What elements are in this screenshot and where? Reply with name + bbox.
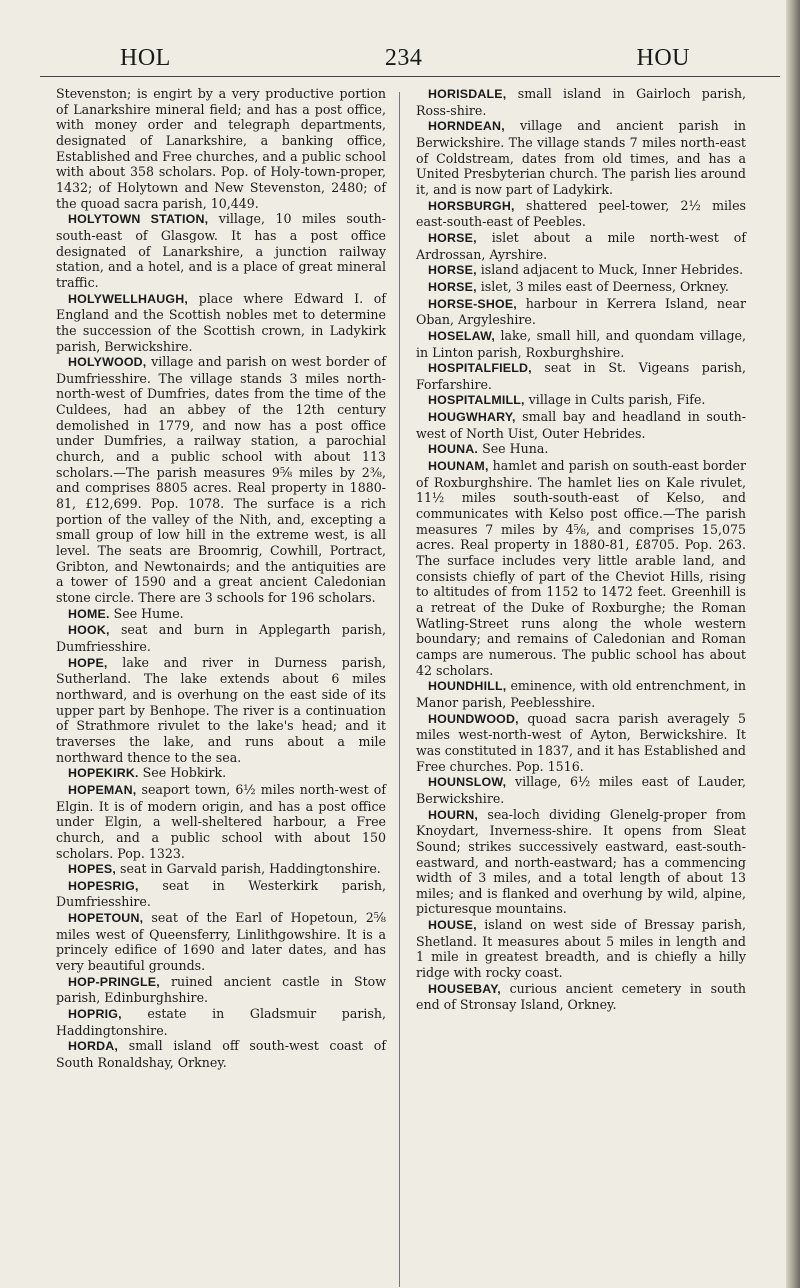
gazetteer-entry (416, 230, 746, 262)
gazetteer-entry (416, 458, 746, 678)
entry-headword: HORSE, (428, 263, 477, 278)
gazetteer-entry (56, 1006, 386, 1038)
page-number: 234 (384, 44, 423, 71)
entry-text: village, 10 miles south-south-east of Glasgow. It has a post office designated of Lanarkshire, a junction railway station, and a hotel, and is a place of great mineral traffic. (56, 211, 386, 290)
entry-headword: HOURN, (428, 807, 479, 822)
gazetteer-entry (56, 765, 386, 782)
entry-headword: HOPRIG, (68, 1007, 122, 1022)
gazetteer-entry (416, 981, 746, 1013)
entry-headword: HORNDEAN, (428, 119, 505, 134)
entry-text: lake and river in Durness parish, Sutherland. The lake extends about 6 miles northward, and is overhung on the east side of its upper part by Benhope. The river is a continuation of Strathmore rivulet to the lake's head; and it traverses the lake, and runs about a mile northward thence to the sea. (56, 654, 386, 765)
entry-text: seaport town, 6½ miles north-west of Elgin. It is of modern origin, and has a post office under Elgin, a well-sheltered harbour, a Free church, and a public school with about 150 scholars. Pop. 1323. (56, 781, 386, 861)
entry-headword: HORDA, (68, 1039, 119, 1054)
gazetteer-entry (416, 198, 746, 230)
gazetteer-entry (56, 655, 386, 766)
entry-headword: HOUSEBAY, (428, 981, 501, 996)
entry-headword: HOPETOUN, (68, 911, 144, 926)
entry-text: ruined ancient castle in Stow parish, Edinburghshire. (56, 973, 386, 1006)
entry-headword: HOLYWELLHAUGH, (68, 291, 189, 306)
entry-headword: HOSPITALMILL, (428, 393, 525, 408)
gazetteer-entry (416, 807, 746, 918)
entry-text: islet, 3 miles east of Deerness, Orkney. (476, 278, 729, 294)
running-header (120, 38, 690, 78)
entry-text: seat in Garvald parish, Haddingtonshire. (116, 861, 381, 877)
entry-headword: HOPE, (68, 655, 108, 670)
entry-headword: HOPEKIRK. (68, 766, 139, 781)
gazetteer-entry (56, 211, 386, 290)
gazetteer-entry (416, 279, 746, 296)
entry-headword: HOUSE, (428, 918, 477, 933)
entry-text: curious ancient cemetery in south end of Stronsay Island, Orkney. (416, 980, 746, 1013)
gazetteer-entry (56, 878, 386, 910)
entry-text: seat in Westerkirk parish, Dumfriesshire. (56, 877, 386, 910)
entry-text: See Hobkirk. (138, 765, 227, 781)
entry-headword: HOSELAW, (428, 328, 496, 343)
gazetteer-entry (416, 360, 746, 392)
gazetteer-entry (56, 782, 386, 861)
gazetteer-entry (56, 974, 386, 1006)
entry-headword: HOLYWOOD, (68, 355, 147, 370)
right-guide-word: HOU (636, 44, 690, 71)
entry-headword: HORSE, (428, 230, 477, 245)
entry-headword: HOME. (68, 606, 110, 621)
entry-headword: HORSBURGH, (428, 198, 515, 213)
gazetteer-entry (416, 118, 746, 197)
entry-text: seat in St. Vigeans parish, Forfarshire. (416, 360, 746, 392)
entry-text: See Huna. (478, 441, 549, 457)
gazetteer-entry (416, 711, 746, 775)
entry-text: village, 6½ miles east of Lauder, Berwickshire. (416, 774, 746, 806)
gazetteer-entry (56, 910, 386, 974)
entry-text: seat of the Earl of Hopetoun, 2⅝ miles west of Queensferry, Linlithgowshire. It is a princely edifice of 1690 and later dates, and has very beautiful grounds. (56, 910, 386, 974)
entry-headword: HORSE-SHOE, (428, 296, 517, 311)
gazetteer-entry (416, 678, 746, 710)
entry-headword: HOUNAM, (428, 459, 489, 474)
gazetteer-entry (56, 622, 386, 654)
gazetteer-entry (416, 917, 746, 981)
entry-headword: HOPEMAN, (68, 782, 137, 797)
entry-headword: HORISDALE, (428, 87, 507, 101)
entry-text: Stevenston; is engirt by a very productive portion of Lanarkshire mineral field; and has a post office, with money order and telegraph departments, designated of Lanarkshire, a banking office, Established and Free churches, and a public school with about 358 scholars. Pop. of Holy-town-proper, 1432; of Holytown and New Stevenston, 2480; of the quoad sacra parish, 10,449. (56, 86, 386, 211)
gazetteer-entry (56, 291, 386, 355)
entry-text: island adjacent to Muck, Inner Hebrides. (476, 262, 744, 278)
gazetteer-entry (416, 392, 746, 409)
right-column (416, 86, 746, 1013)
gazetteer-entry (416, 86, 746, 118)
gazetteer-entry (56, 354, 386, 606)
entry-text: eminence, with old entrenchment, in Manor parish, Peeblesshire. (416, 678, 746, 710)
entry-text: place where Edward I. of England and the Scottish nobles met to determine the succession of the Scottish crown, in Ladykirk parish, Berwickshire. (56, 290, 386, 354)
entry-text: harbour in Kerrera Island, near Oban, Argyleshire. (416, 295, 746, 328)
entry-headword: HOSPITALFIELD, (428, 361, 532, 376)
entry-headword: HOUNSLOW, (428, 775, 507, 790)
entry-text: village in Cults parish, Fife. (524, 392, 706, 408)
gazetteer-entry (416, 774, 746, 806)
entry-headword: HOUGWHARY, (428, 410, 516, 425)
entry-text: village and ancient parish in Berwickshire. The village stands 7 miles north-east of Coldstream, dates from old times, and has a United Presbyterian church. The parish lies around it, and is now part of Ladykirk. (416, 118, 746, 197)
gazetteer-entry (416, 296, 746, 328)
entry-text: village and parish on west border of Dumfriesshire. The village stands 3 miles north-north-west of Dumfries, dates from the time of the Culdees, had an abbey of the 12th century demolished in 1779, and now has a post office under Dumfries, a railway station, a parochial church, and a public school with about 113 scholars.—The parish measures 9⅝ miles by 2⅜, and comprises 8805 acres. Real property in 1880-81, £12,699. Pop. 1078. The surface is a rich portion of the valley of the Nith, and, excepting a small group of low hill in the extreme west, is all level. The seats are Broomrig, Cowhill, Portract, Gribton, and Newtonairds; and the antiquities are a tower of 1590 and a great ancient Caledonian stone circle. There are 3 schools for 196 scholars. (56, 354, 386, 605)
entry-text: quoad sacra parish averagely 5 miles west-north-west of Ayton, Berwickshire. It was constituted in 1837, and it has Established and Free churches. Pop. 1516. (416, 710, 746, 774)
entry-text: small bay and headland in south-west of North Uist, Outer Hebrides. (416, 409, 746, 441)
gazetteer-entry (416, 441, 746, 458)
gazetteer-entry (416, 328, 746, 360)
entry-headword: HOUNDHILL, (428, 679, 507, 694)
gazetteer-entry (56, 1038, 386, 1070)
entry-text: hamlet and parish on south-east border of Roxburghshire. The hamlet lies on Kale rivulet, 11½ miles south-south-east of Kelso, and communicates with Kelso post office.—The parish measures 7 miles by 4⅝, and comprises 15,075 acres. Real property in 1880-81, £8705. Pop. 263. The surface includes very little arable land, and consists chiefly of part of the Cheviot Hills, rising to altitudes of from 1152 to 1472 feet. Greenhill is a retreat of the Duke of Roxburghe; the Roman Watling-Street runs along the whole western boundary; and remains of Caledonian and Roman camps are numerous. The public school has about 42 scholars. (416, 458, 746, 678)
entry-text: lake, small hill, and quondam village, in Linton parish, Roxburghshire. (416, 327, 746, 360)
header-rule (40, 76, 780, 77)
gazetteer-entry (56, 606, 386, 623)
entry-headword: HOOK, (68, 623, 110, 638)
entry-text: See Hume. (109, 605, 184, 621)
entry-text: estate in Gladsmuir parish, Haddingtonshire. (56, 1006, 386, 1038)
entry-headword: HOPES, (68, 862, 117, 877)
gazetteer-entry (416, 409, 746, 441)
gazetteer-entry (416, 262, 746, 279)
page-edge (786, 0, 800, 1288)
entry-text: island on west side of Bressay parish, Shetland. It measures about 5 miles in length and 1 mile in greatest breadth, and is chiefly a hilly ridge with rocky coast. (416, 917, 746, 981)
entry-headword: HOUNDWOOD, (428, 711, 519, 726)
entry-headword: HORSE, (428, 279, 477, 294)
entry-text: sea-loch dividing Glenelg-proper from Knoydart, Inverness-shire. It opens from Sleat Sound; strikes successively eastward, east-south-eastward, and north-eastward; has a commencing width of 3 miles, and a total length of about 13 miles; and is flanked and overhung by wild, alpine, picturesque mountains. (416, 806, 746, 917)
entry-text: islet about a mile north-west of Ardrossan, Ayrshire. (416, 229, 746, 262)
left-column (56, 86, 386, 1071)
gazetteer-entry (56, 861, 386, 878)
entry-text: small island in Gairloch parish, Ross-shire. (416, 86, 746, 118)
entry-text: shattered peel-tower, 2½ miles east-south-east of Peebles. (416, 197, 746, 230)
gazetteer-entry (56, 86, 386, 211)
entry-headword: HOPESRIG, (68, 878, 139, 893)
entry-headword: HOUNA. (428, 442, 479, 457)
left-guide-word: HOL (120, 44, 171, 71)
column-divider (399, 92, 400, 1287)
entry-headword: HOP-PRINGLE, (68, 974, 160, 989)
entry-text: small island off south-west coast of South Ronaldshay, Orkney. (56, 1038, 386, 1071)
entry-headword: HOLYTOWN STATION, (68, 212, 209, 227)
entry-text: seat and burn in Applegarth parish, Dumfriesshire. (56, 622, 386, 654)
